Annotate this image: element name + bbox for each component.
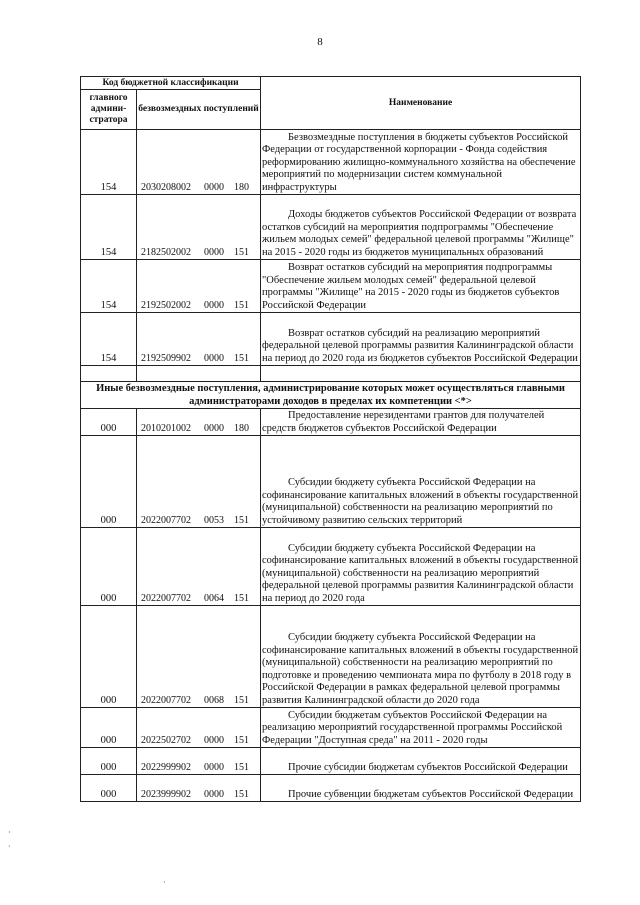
header-name: Наименование	[261, 77, 581, 130]
table-row	[81, 313, 581, 366]
code-kind: 151	[234, 592, 249, 604]
row-name-text: Безвозмездные поступления в бюджеты субъектов Российской Федерации от государственной корпорации - Фонда содействия реформированию жилищно-коммунального хозяйства на обеспечение мероприятий по модернизации систем коммунальной инфраструктуры	[262, 131, 576, 193]
revenue-code	[137, 409, 261, 436]
admin-code: 000	[81, 436, 137, 528]
admin-code: 000	[81, 708, 137, 748]
code-kind: 151	[234, 246, 249, 258]
code-kind: 180	[234, 422, 249, 434]
table-row	[81, 130, 581, 195]
revenue-code	[137, 195, 261, 260]
table-row	[81, 748, 581, 775]
admin-code: 000	[81, 606, 137, 708]
row-name-text: Возврат остатков субсидий на реализацию мероприятий федеральной целевой программы развития Калининградской области на период до 2020 года из бюджетов субъектов Российской Федерации	[262, 327, 578, 364]
code-main: 2192502002	[141, 299, 191, 311]
scan-mark: ·	[8, 828, 11, 837]
table-row	[81, 409, 581, 436]
revenue-code	[137, 748, 261, 775]
scan-mark: ·	[163, 878, 166, 887]
code-kind: 151	[234, 299, 249, 311]
row-name-text: Субсидии бюджетам субъектов Российской Федерации на реализацию мероприятий государственной программы Российской Федерации "Доступная среда" на 2011 - 2020 годы	[262, 709, 563, 746]
row-name-text: Доходы бюджетов субъектов Российской Федерации от возврата остатков субсидий на мероприятия подпрограммы "Обеспечение жильем молодых семей" федеральной целевой программы "Жилище" на 2015 - 2020 годы из бюджетов муниципальных образований	[262, 209, 577, 258]
code-main: 2022502702	[141, 734, 191, 746]
code-kind: 151	[234, 761, 249, 773]
revenue-code	[137, 130, 261, 195]
admin-code: 000	[81, 748, 137, 775]
section-title: Иные безвозмездные поступления, администрирование которых может осуществляться главными администраторами доходов в пределах их компетенции <*>	[81, 382, 581, 409]
admin-code: 154	[81, 313, 137, 366]
code-sub: 0053	[204, 514, 224, 526]
header-revenue: безвозмездных поступлений	[137, 90, 261, 130]
code-main: 2022007702	[141, 514, 191, 526]
code-main: 2192509902	[141, 352, 191, 364]
code-kind: 151	[234, 788, 249, 800]
code-kind: 180	[234, 181, 249, 193]
row-name	[261, 775, 581, 802]
admin-code: 000	[81, 775, 137, 802]
row-name	[261, 313, 581, 366]
table-row	[81, 260, 581, 313]
budget-classification-table	[80, 76, 581, 802]
row-name	[261, 528, 581, 606]
code-sub: 0000	[204, 299, 224, 311]
row-name	[261, 195, 581, 260]
revenue-code	[137, 436, 261, 528]
code-sub: 0000	[204, 422, 224, 434]
row-name-text: Предоставление нерезидентами грантов для получателей средств бюджетов субъектов Российской Федерации	[262, 410, 545, 434]
header-kbk: Код бюджетной классификации	[81, 77, 261, 90]
row-name	[261, 130, 581, 195]
row-name-text: Прочие субсидии бюджетам субъектов Российской Федерации	[288, 761, 568, 773]
table-row	[81, 436, 581, 528]
code-sub: 0000	[204, 246, 224, 258]
revenue-code	[137, 260, 261, 313]
code-sub: 0000	[204, 181, 224, 193]
admin-code: 154	[81, 130, 137, 195]
code-sub: 0000	[204, 734, 224, 746]
admin-code: 154	[81, 260, 137, 313]
row-name-text: Субсидии бюджету субъекта Российской Федерации на софинансирование капитальных вложений в объекты государственной (муниципальной) собственности на реализацию мероприятий по подготовке и проведению чемпионата мира по футболу в 2018 году в Российской Федерации в рамках федеральной целевой программы развития Калининградской области до 2020 года	[262, 632, 579, 706]
revenue-code	[137, 313, 261, 366]
revenue-code	[137, 528, 261, 606]
row-name	[261, 436, 581, 528]
code-main: 2022007702	[141, 694, 191, 706]
table-row	[81, 528, 581, 606]
page-number: 8	[317, 36, 323, 48]
admin-code: 154	[81, 195, 137, 260]
row-name	[261, 708, 581, 748]
table-row	[81, 195, 581, 260]
scan-mark: ·	[8, 842, 11, 851]
revenue-code	[137, 606, 261, 708]
row-name-text: Субсидии бюджету субъекта Российской Федерации на софинансирование капитальных вложений в объекты государственной (муниципальной) собственности на реализацию мероприятий федеральной целевой программы развития Калининградской области на период до 2020 года	[262, 542, 579, 604]
admin-code: 000	[81, 409, 137, 436]
code-main: 2022999902	[141, 761, 191, 773]
code-kind: 151	[234, 352, 249, 364]
revenue-code	[137, 708, 261, 748]
code-sub: 0064	[204, 592, 224, 604]
code-sub: 0000	[204, 788, 224, 800]
code-main: 2023999902	[141, 788, 191, 800]
code-main: 2022007702	[141, 592, 191, 604]
row-name-text: Прочие субвенции бюджетам субъектов Российской Федерации	[288, 788, 574, 800]
code-kind: 151	[234, 734, 249, 746]
code-main: 2010201002	[141, 422, 191, 434]
code-kind: 151	[234, 514, 249, 526]
code-sub: 0068	[204, 694, 224, 706]
table-row	[81, 606, 581, 708]
row-name-text: Субсидии бюджету субъекта Российской Федерации на софинансирование капитальных вложений в объекты государственной (муниципальной) собственности на реализацию мероприятий по устойчивому развитию сельских территорий	[262, 477, 579, 526]
row-name-text: Возврат остатков субсидий на мероприятия подпрограммы "Обеспечение жильем молодых семей" федеральной целевой программы "Жилище" на 2015 - 2020 годы из бюджетов субъектов Российской Федерации	[262, 262, 560, 311]
code-main: 2182502002	[141, 246, 191, 258]
row-name	[261, 748, 581, 775]
code-sub: 0000	[204, 761, 224, 773]
table-row	[81, 708, 581, 748]
row-name	[261, 409, 581, 436]
code-main: 2030208002	[141, 181, 191, 193]
revenue-code	[137, 775, 261, 802]
row-name	[261, 260, 581, 313]
table-row	[81, 775, 581, 802]
code-sub: 0000	[204, 352, 224, 364]
code-kind: 151	[234, 694, 249, 706]
admin-code: 000	[81, 528, 137, 606]
header-admin: главного админи-стратора	[81, 90, 137, 130]
row-name	[261, 606, 581, 708]
